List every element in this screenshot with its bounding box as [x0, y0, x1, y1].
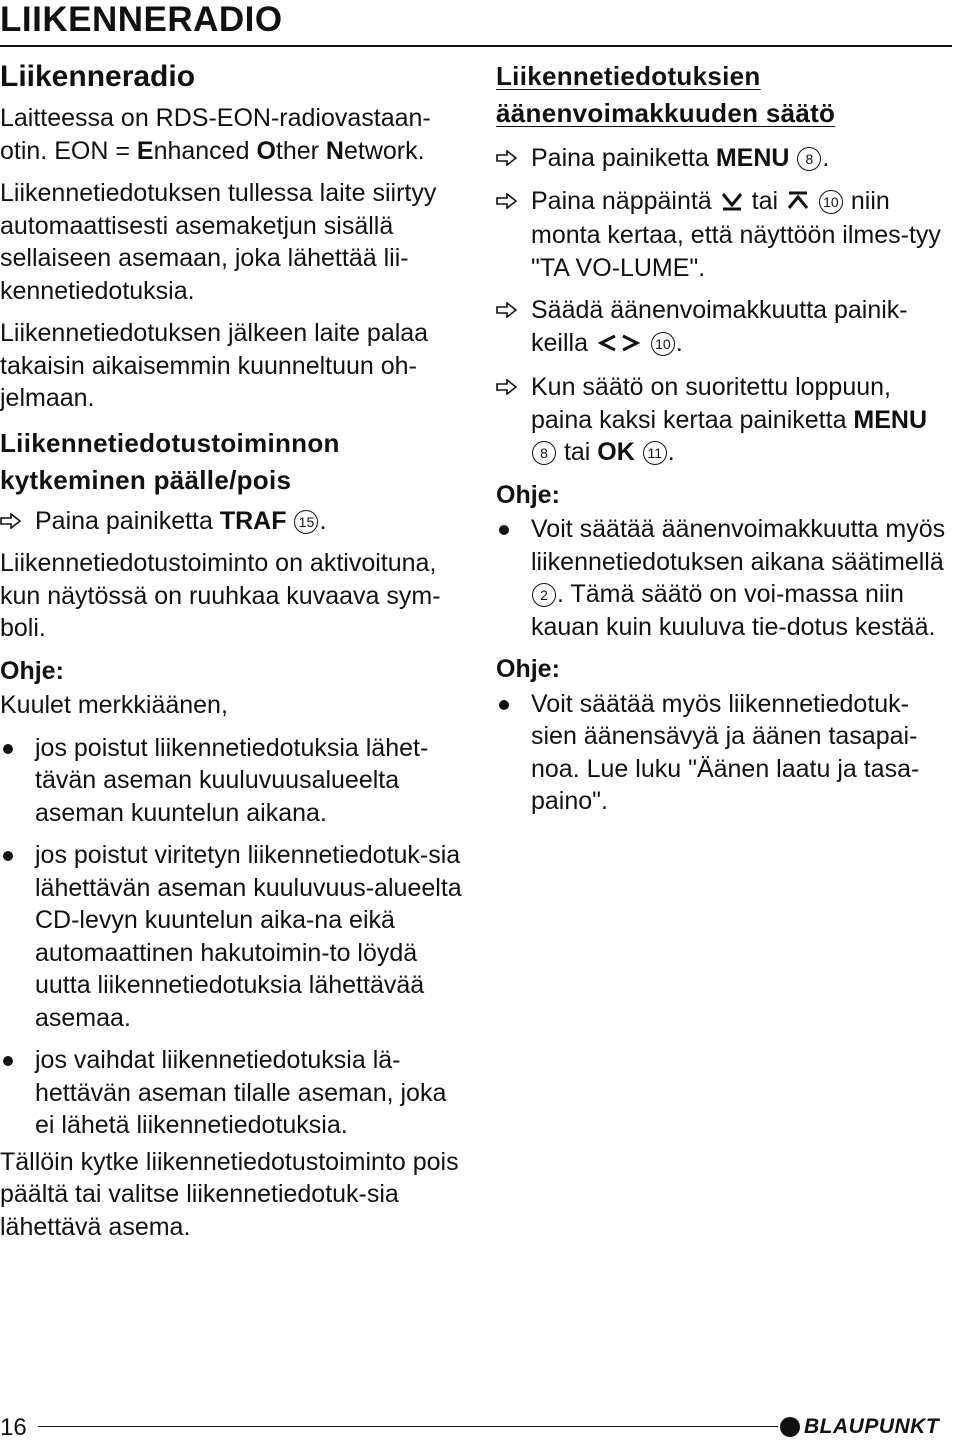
- note-intro: Kuulet merkkiäänen,: [0, 691, 228, 719]
- note-label: Ohje:: [0, 656, 64, 685]
- arrow-icon: [496, 142, 522, 174]
- arrow-icon: [496, 185, 522, 217]
- left-right-keys-icon: [597, 329, 641, 362]
- down-key-icon: [721, 187, 743, 220]
- list-item: jos poistut viritetyn liikennetiedotuk-sia lähettävän aseman kuuluvuus-alueelta CD-levyn kuuntelun aika-na eikä automaattinen hakutoimin-to löydä uutta liikennetiedotuksia lähettävää asemaa.: [0, 839, 462, 1034]
- traf-key: TRAF: [219, 506, 287, 535]
- page-header-title: LIIKENNERADIO: [0, 0, 283, 39]
- paragraph-return: Liikennetiedotuksen jälkeen laite palaa takaisin aikaisemmin kuunneltuun oh-jelmaan.: [0, 319, 429, 412]
- brand-dot-icon: [780, 1417, 800, 1437]
- section-heading-liikenneradio: Liikenneradio: [0, 60, 196, 93]
- intro-paragraph: Laitteessa on RDS-EON-radiovastaan-otin. EON = Enhanced Other Network.: [0, 104, 431, 165]
- header-divider: [0, 45, 952, 47]
- button-number-badge: 10: [651, 332, 675, 356]
- bullet-icon: [3, 851, 13, 861]
- arrow-icon: [496, 294, 522, 326]
- button-number-badge: 8: [532, 441, 556, 465]
- arrow-icon: [496, 371, 522, 403]
- bullet-icon: [3, 1056, 13, 1066]
- button-number-badge: 10: [819, 190, 843, 214]
- button-number-badge: 8: [797, 147, 821, 171]
- list-item: jos vaihdat liikennetiedotuksia lä-hettävän aseman tilalle aseman, joka ei lähetä liikennetiedotuksia.: [0, 1044, 462, 1142]
- bullet-icon: [3, 744, 13, 754]
- right-column: [496, 58, 948, 828]
- up-key-icon: [787, 187, 809, 220]
- step-press-down-up: Paina näppäintä tai 10 niin monta kertaa, että näyttöön ilmes-tyy "TA VO-LUME".: [496, 185, 948, 285]
- brand-name: BLAUPUNKT: [804, 1415, 940, 1438]
- bullet-icon: [499, 700, 509, 710]
- list-item: jos poistut liikennetiedotuksia lähet-tävän aseman kuuluvuusalueelta aseman kuuntelun aikana.: [0, 732, 462, 830]
- list-item: Voit säätää myös liikennetiedotuk-sien äänensävyä ja äänen tasapai-noa. Lue luku "Äänen laatu ja tasa-paino".: [496, 688, 948, 818]
- paragraph-auto-switch: Liikennetiedotuksen tullessa laite siirtyy automaattisesti asemaketjun sisällä sellaiseen asemaan, joka lähettää lii-kennetiedotuksia.: [0, 179, 437, 305]
- subheading-volume-adjust: Liikennetiedotuksien äänenvoimakkuuden säätö: [496, 61, 836, 128]
- list-item: Voit säätää äänenvoimakkuutta myös liikennetiedotuksen aikana säätimellä 2 . Tämä säätö on voi-massa niin kauan kuin kuuluva tie-dotus kestää.: [496, 513, 948, 643]
- left-column: [0, 58, 462, 1243]
- step-press-traf: Paina painiketta TRAF 15 .: [0, 505, 462, 538]
- note-label: Ohje:: [496, 480, 560, 509]
- paragraph-activated: Liikennetiedotustoiminto on aktivoituna, kun näytössä on ruuhkaa kuvaava sym-boli.: [0, 549, 441, 642]
- step-press-menu: Paina painiketta MENU 8 .: [496, 142, 948, 175]
- arrow-icon: [0, 505, 26, 537]
- button-number-badge: 2: [532, 583, 556, 607]
- paragraph-conclusion: Tällöin kytke liikennetiedotustoiminto pois päältä tai valitse liikennetiedotuk-sia lähettävä asema.: [0, 1147, 459, 1241]
- bullet-icon: [499, 525, 509, 535]
- step-finish: Kun säätö on suoritettu loppuun, paina kaksi kertaa painiketta MENU 8 tai OK 11 .: [496, 371, 948, 469]
- subheading-traffic-toggle: Liikennetiedotustoiminnon kytkeminen päälle/pois: [0, 427, 340, 495]
- note-label: Ohje:: [496, 655, 560, 683]
- brand-logo: [780, 1414, 956, 1440]
- page-number: 16: [0, 1414, 27, 1441]
- step-adjust-volume: Säädä äänenvoimakkuutta painik-keilla 10 .: [496, 294, 948, 361]
- button-number-badge: 15: [294, 510, 318, 534]
- footer-divider: [38, 1426, 778, 1427]
- button-number-badge: 11: [643, 441, 667, 465]
